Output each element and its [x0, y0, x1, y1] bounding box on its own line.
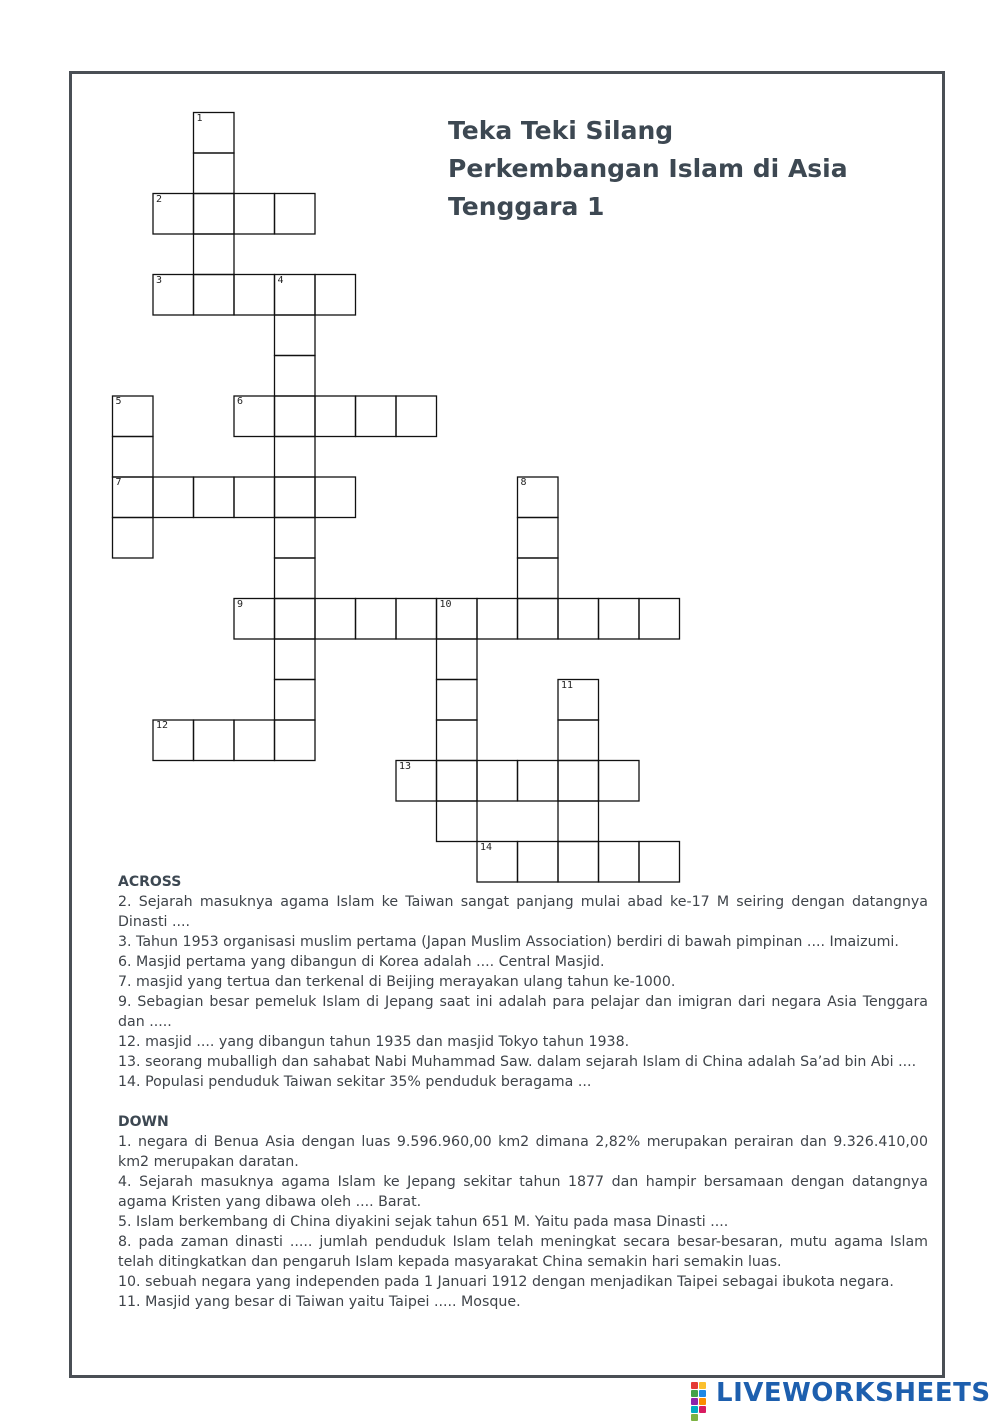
crossword-cell[interactable] — [234, 599, 275, 640]
crossword-cell[interactable] — [477, 599, 518, 640]
crossword-cell[interactable] — [396, 396, 437, 437]
spacer — [118, 1092, 928, 1112]
crossword-cell[interactable] — [437, 599, 478, 640]
crossword-cell[interactable] — [437, 801, 478, 842]
crossword-cell[interactable] — [194, 720, 235, 761]
crossword-cell[interactable] — [113, 396, 154, 437]
crossword-cell[interactable] — [558, 720, 599, 761]
crossword-cell[interactable] — [599, 599, 640, 640]
crossword-cell[interactable] — [275, 315, 316, 356]
title-line-2: Perkembangan Islam di Asia — [448, 154, 848, 183]
crossword-cell[interactable] — [315, 477, 356, 518]
crossword-cell[interactable] — [558, 680, 599, 721]
crossword-cell[interactable] — [113, 437, 154, 478]
crossword-cell[interactable] — [396, 761, 437, 802]
clue-number: 5 — [115, 396, 122, 407]
across-clue: 6. Masjid pertama yang dibangun di Korea adalah .... Central Masjid. — [118, 954, 605, 970]
clue-number: 1 — [196, 112, 203, 124]
logo-tile — [699, 1406, 706, 1413]
crossword-cell[interactable] — [437, 761, 478, 802]
down-clue: 8. pada zaman dinasti ..... jumlah penduduk Islam telah meningkat secara besar-besaran, mutu agama Islam telah ditingkatkan dan pengaruh Islam kepada masyarakat China semakin hari semakin luas. — [118, 1234, 928, 1270]
logo-tile — [699, 1390, 706, 1397]
clue-number: 8 — [520, 477, 527, 488]
crossword-cell[interactable] — [234, 396, 275, 437]
crossword-cell[interactable] — [518, 558, 559, 599]
crossword-cell[interactable] — [356, 396, 397, 437]
down-clue: 1. negara di Benua Asia dengan luas 9.596.960,00 km2 dimana 2,82% merupakan perairan dan 9.326.410,00 km2 merupakan daratan. — [118, 1134, 928, 1170]
crossword-cell[interactable] — [194, 194, 235, 235]
clue-number: 3 — [156, 274, 163, 286]
crossword-cell[interactable] — [275, 518, 316, 559]
crossword-cell[interactable] — [113, 518, 154, 559]
crossword-cell[interactable] — [275, 599, 316, 640]
crossword-cell[interactable] — [477, 761, 518, 802]
clue-number: 9 — [237, 598, 244, 610]
crossword-cell[interactable] — [275, 720, 316, 761]
crossword-cell[interactable] — [234, 194, 275, 235]
crossword-cell[interactable] — [396, 599, 437, 640]
crossword-cell[interactable] — [234, 477, 275, 518]
crossword-cell[interactable] — [315, 275, 356, 316]
clue-number: 10 — [439, 598, 452, 610]
crossword-cell[interactable] — [194, 275, 235, 316]
across-clue: 12. masjid .... yang dibangun tahun 1935 dan masjid Tokyo tahun 1938. — [118, 1034, 630, 1050]
clue-number: 14 — [480, 841, 493, 853]
crossword-cell[interactable] — [275, 477, 316, 518]
title-line-1: Teka Teki Silang — [448, 116, 674, 145]
crossword-cell[interactable] — [153, 720, 194, 761]
liveworksheets-logo-icon — [690, 1381, 712, 1405]
crossword-cell[interactable] — [275, 437, 316, 478]
down-clue: 10. sebuah negara yang independen pada 1 Januari 1912 dengan menjadikan Taipei sebagai ibukota negara. — [118, 1274, 894, 1290]
down-clue: 4. Sejarah masuknya agama Islam ke Jepang sekitar tahun 1877 dan hampir bersamaan dengan datangnya agama Kristen yang dibawa oleh .... Barat. — [118, 1174, 928, 1210]
logo-tile — [699, 1398, 706, 1405]
crossword-cell[interactable] — [275, 680, 316, 721]
across-heading: ACROSS — [118, 874, 182, 890]
clues-section — [118, 872, 928, 1312]
crossword-cell[interactable] — [315, 599, 356, 640]
across-clue: 14. Populasi penduduk Taiwan sekitar 35% penduduk beragama ... — [118, 1074, 592, 1090]
crossword-cell[interactable] — [518, 761, 559, 802]
brand-name: LIVEWORKSHEETS — [716, 1378, 991, 1408]
crossword-cell[interactable] — [275, 558, 316, 599]
clue-number: 2 — [156, 193, 163, 205]
crossword-cell[interactable] — [599, 761, 640, 802]
crossword-cell[interactable] — [437, 720, 478, 761]
clue-number: 4 — [277, 274, 284, 286]
clue-number: 12 — [156, 720, 169, 731]
crossword-cell[interactable] — [315, 396, 356, 437]
crossword-cell[interactable] — [558, 599, 599, 640]
crossword-cell[interactable] — [194, 234, 235, 275]
across-clue: 3. Tahun 1953 organisasi muslim pertama (Japan Muslim Association) berdiri di bawah pimpinan .... Imaizumi. — [118, 934, 899, 950]
clue-number: 6 — [237, 396, 244, 407]
down-clue: 11. Masjid yang besar di Taiwan yaitu Taipei ..... Mosque. — [118, 1294, 521, 1310]
across-clue: 2. Sejarah masuknya agama Islam ke Taiwan sangat panjang mulai abad ke-17 M seiring dengan datangnya Dinasti .... — [118, 894, 928, 930]
crossword-cell[interactable] — [275, 275, 316, 316]
crossword-cell[interactable] — [194, 477, 235, 518]
crossword-cell[interactable] — [275, 356, 316, 397]
crossword-cell[interactable] — [639, 599, 680, 640]
crossword-cell[interactable] — [153, 477, 194, 518]
crossword-cell[interactable] — [194, 113, 235, 154]
logo-tile — [699, 1382, 706, 1389]
crossword-cell[interactable] — [356, 599, 397, 640]
crossword-cell[interactable] — [234, 720, 275, 761]
crossword-cell[interactable] — [153, 194, 194, 235]
across-clue: 13. seorang muballigh dan sahabat Nabi Muhammad Saw. dalam sejarah Islam di China adalah Sa’ad bin Abi .... — [118, 1054, 917, 1070]
title-line-3: Tenggara 1 — [448, 192, 605, 221]
down-heading: DOWN — [118, 1114, 169, 1130]
clue-number: 13 — [399, 760, 412, 772]
liveworksheets-brand[interactable] — [690, 1378, 991, 1408]
crossword-cell[interactable] — [275, 194, 316, 235]
down-clue: 5. Islam berkembang di China diyakini sejak tahun 651 M. Yaitu pada masa Dinasti .... — [118, 1214, 729, 1230]
clue-number: 11 — [561, 679, 574, 691]
crossword-cell[interactable] — [558, 761, 599, 802]
across-clue: 9. Sebagian besar pemeluk Islam di Jepang saat ini adalah para pelajar dan imigran dari negara Asia Tenggara dan ..... — [118, 994, 928, 1030]
clue-number: 7 — [115, 477, 122, 488]
crossword-cell[interactable] — [275, 396, 316, 437]
crossword-cell[interactable] — [234, 275, 275, 316]
crossword-cell[interactable] — [518, 518, 559, 559]
logo-tile — [691, 1406, 698, 1413]
crossword-cell[interactable] — [113, 477, 154, 518]
crossword-cell[interactable] — [437, 639, 478, 680]
logo-tile — [691, 1390, 698, 1397]
crossword-cell[interactable] — [275, 639, 316, 680]
crossword-cell[interactable] — [153, 275, 194, 316]
across-clue: 7. masjid yang tertua dan terkenal di Beijing merayakan ulang tahun ke-1000. — [118, 974, 676, 990]
crossword-cell[interactable] — [518, 477, 559, 518]
crossword-cell[interactable] — [518, 599, 559, 640]
crossword-cell[interactable] — [194, 153, 235, 194]
crossword-cell[interactable] — [437, 680, 478, 721]
crossword-cell[interactable] — [558, 801, 599, 842]
logo-tile — [691, 1398, 698, 1405]
logo-tile — [691, 1382, 698, 1389]
